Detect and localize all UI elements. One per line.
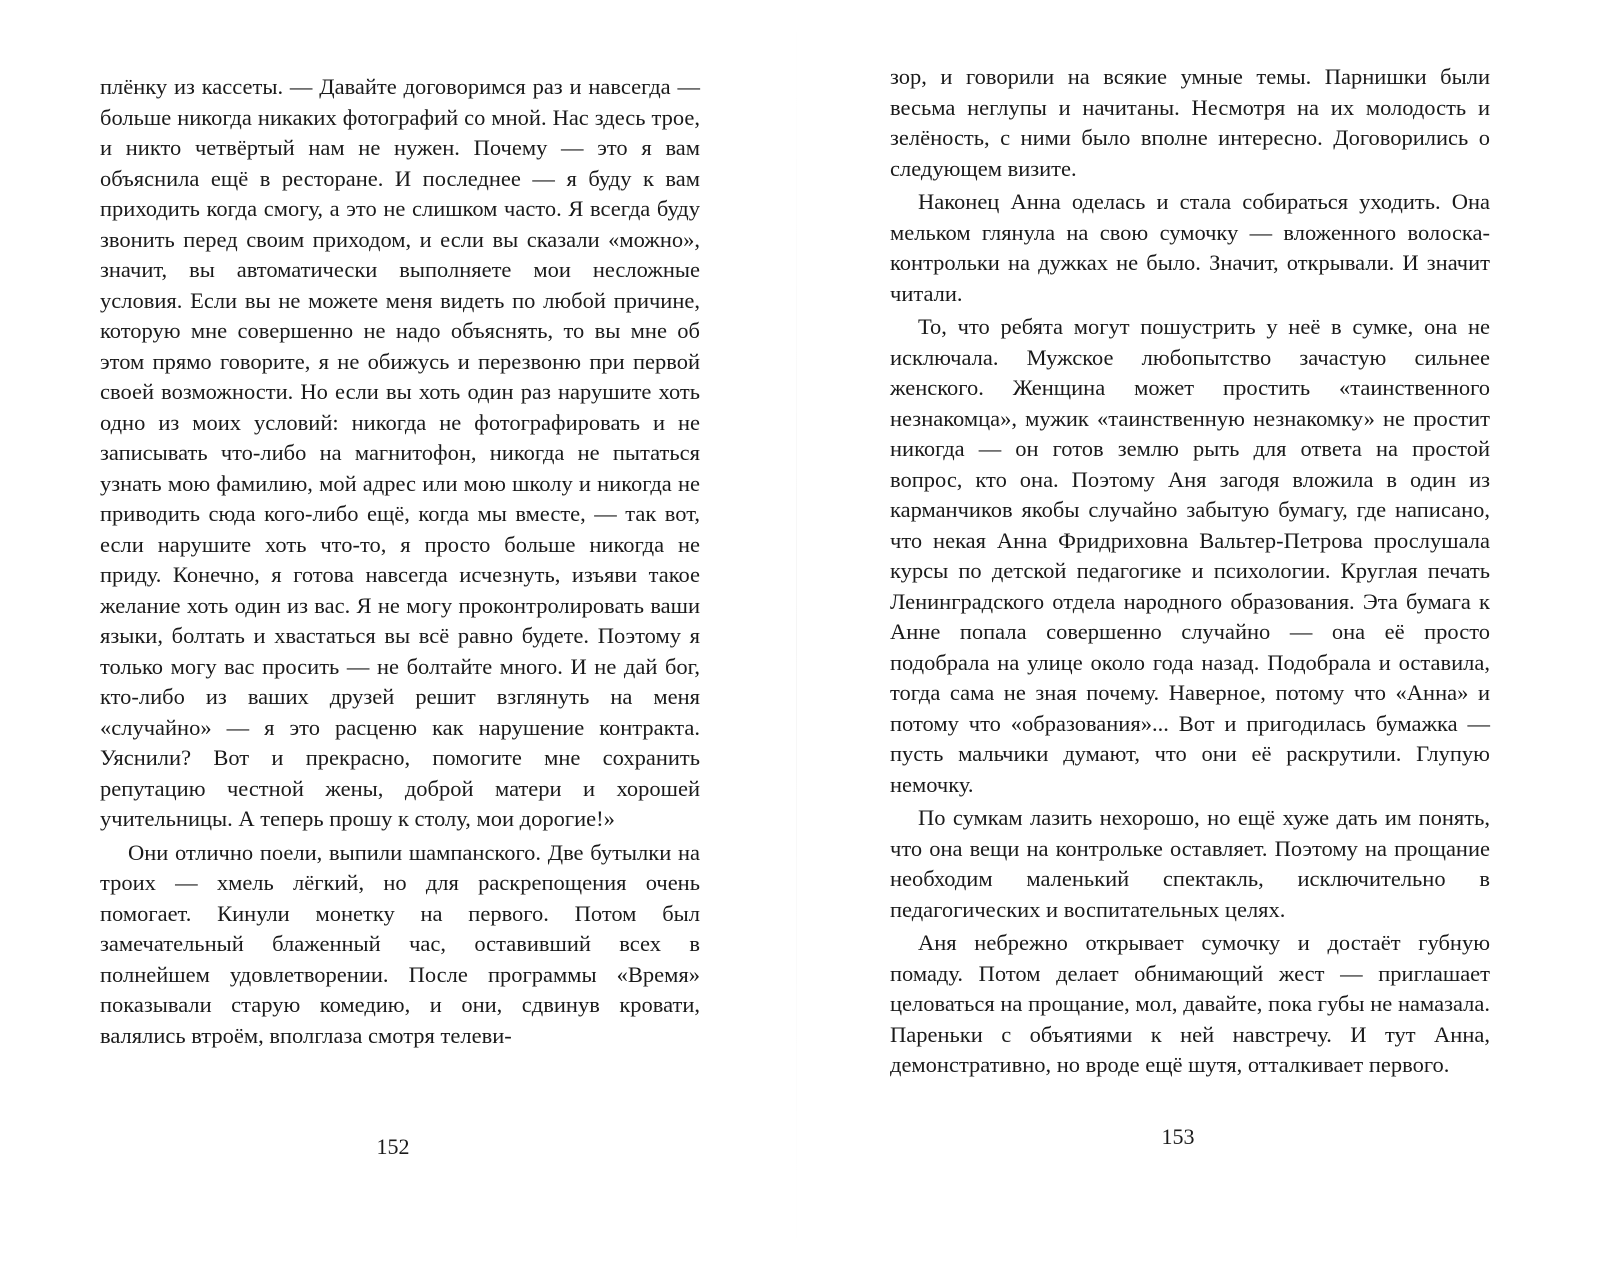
paragraph: То, что ребята могут пошустрить у неё в сумке, она не исключала. Мужское любопытство зачастую сильнее женского. Женщина может простить «таинственного незнакомца», мужик «таинственную незнакомку» не простит никогда — он готов землю рыть для ответа на простой вопрос, кто она. Поэтому Аня загодя вложила в один из карманчиков якобы случайно забытую бумагу, где написано, что некая Анна Фридриховна Вальтер-Петрова прослушала курсы по детской педагогике и психологии. Круглая печать Ленинградского отдела народного образования. Эта бумага к Анне попала совершенно случайно — она её просто подобрала на улице около года назад. Подобрала и оставила, тогда сама не зная почему. Наверное, потому что «Анна» и потому что «образования»... Вот и пригодилась бумажка — пусть мальчики думают, что они её раскрутили. Глупую немочку. xyxy=(890,314,1490,797)
right-page-body xyxy=(890,62,1490,1081)
page-gutter xyxy=(796,0,797,1270)
paragraph: зор, и говорили на всякие умные темы. Парнишки были весьма неглупы и начитаны. Несмотря на их молодость и зелёность, с ними было вполне интересно. Договорились о следующем визите. xyxy=(890,64,1490,181)
paragraph: По сумкам лазить нехорошо, но ещё хуже дать им понять, что она вещи на контрольке оставляет. Поэтому на прощание необходим маленький спектакль, исключительно в педагогических и воспитательных целях. xyxy=(890,805,1490,922)
left-page xyxy=(100,72,700,1051)
paragraph: плёнку из кассеты. — Давайте договоримся раз и навсегда — больше никогда никаких фотографий со мной. Нас здесь трое, и никто четвёртый нам не нужен. Почему — это я вам объяснила ещё в ресторане. И последнее — я буду к вам приходить когда смогу, а это не слишком часто. Я всегда буду звонить перед своим приходом, и если вы сказали «можно», значит, вы автоматически выполняете мои несложные условия. Если вы не можете меня видеть по любой причине, которую мне совершенно не надо объяснять, то вы мне об этом прямо говорите, я не обижусь и перезвоню при первой своей возможности. Но если вы хоть один раз нарушите хоть одно из моих условий: никогда не фотографировать и не записывать что-либо на магнитофон, никогда не пытаться узнать мою фамилию, мой адрес или мою школу и никогда не приводить сюда кого-либо ещё, когда мы вместе, — так вот, если нарушите хоть что-то, я просто больше никогда не приду. Конечно, я готова навсегда исчезнуть, изъяви такое желание хоть один из вас. Я не могу проконтролировать ваши языки, болтать и хвастаться вы всё равно будете. Поэтому я только могу вас просить — не болтайте много. И не дай бог, кто-либо из ваших друзей решит взглянуть на меня «случайно» — я это расценю как нарушение контракта. Уяснили? Вот и прекрасно, помогите мне сохранить репутацию честной жены, доброй матери и хорошей учительницы. А теперь прошу к столу, мои дорогие!» xyxy=(100,74,700,831)
paragraph: Аня небрежно открывает сумочку и достаёт губную помаду. Потом делает обнимающий жест — приглашает целоваться на прощание, мол, давайте, пока губы не намазала. Пареньки с объятиями к ней навстречу. И тут Анна, демонстративно, но вроде ещё шутя, отталкивает первого. xyxy=(890,930,1490,1077)
page-number-left: 152 xyxy=(376,1134,410,1159)
left-page-body xyxy=(100,72,700,1051)
page-number-right: 153 xyxy=(1161,1124,1195,1149)
paragraph: Наконец Анна оделась и стала собираться уходить. Она мельком глянула на свою сумочку — вложенного волоска-контрольки на дужках не было. Значит, открывали. И значит читали. xyxy=(890,189,1490,306)
right-page xyxy=(890,62,1490,1081)
paragraph: Они отлично поели, выпили шампанского. Две бутылки на троих — хмель лёгкий, но для раскрепощения очень помогает. Кинули монетку на первого. Потом был замечательный блаженный час, оставивший всех в полнейшем удовлетворении. После программы «Время» показывали старую комедию, и они, сдвинув кровати, валялись втроём, вполглаза смотря телеви- xyxy=(100,839,700,1048)
